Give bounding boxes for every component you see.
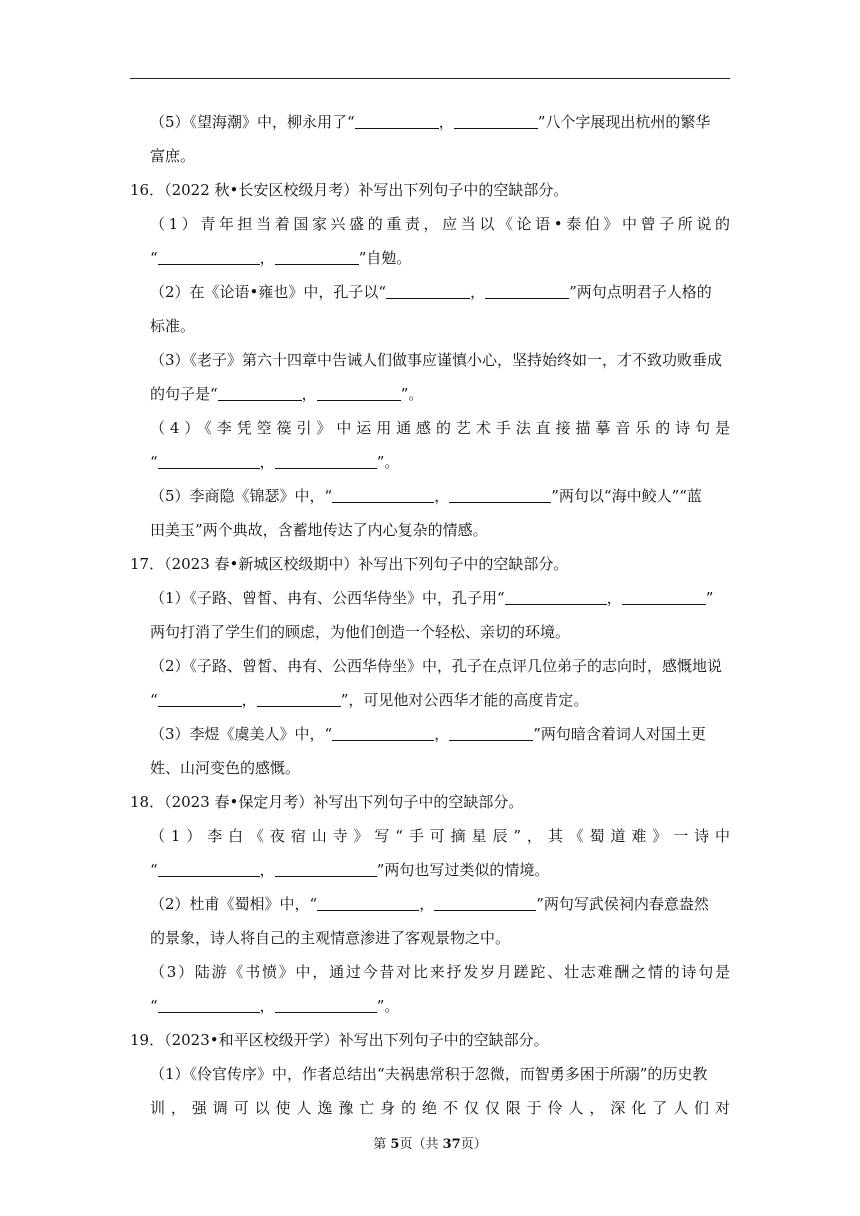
blank[interactable] [454, 114, 538, 129]
text: 田美玉”两个典故，含蓄地传达了内心复杂的情感。 [150, 521, 488, 539]
text: 两句打消了学生们的顾虑，为他们创造一个轻松、亲切的环境。 [150, 623, 571, 641]
total-pages: 37 [442, 1137, 461, 1152]
text: ， [434, 487, 450, 505]
text: ”两句写武侯祠内春意盎然 [536, 895, 709, 913]
item-18-3-cont [150, 996, 730, 1016]
blank[interactable] [275, 454, 377, 469]
item-16-3-cont [150, 384, 730, 404]
item-18-3 [150, 962, 730, 982]
blank[interactable] [449, 726, 533, 741]
footer-suffix: 页） [460, 1137, 487, 1152]
item-18-2-cont [150, 928, 730, 948]
text: （5）《望海潮》中，柳永用了“ [150, 113, 355, 131]
text: 的景象，诗人将自己的主观情意渗进了客观景物之中。 [150, 929, 511, 947]
text: ， [259, 453, 275, 471]
text: ， [301, 385, 317, 403]
text: （2）杜甫《蜀相》中，“ [150, 895, 318, 913]
text: ， [259, 861, 275, 879]
blank[interactable] [158, 692, 242, 707]
item-16-5-cont [150, 520, 730, 540]
blank[interactable] [317, 896, 419, 911]
text: ， [419, 895, 435, 913]
text: ”两句以“海中鲛人”“蓝 [551, 487, 702, 505]
text: （4）《李凭箜篌引》中运用通感的艺术手法直接描摹音乐的诗句是 [150, 419, 730, 437]
text: 训，强调可以使人逸豫亡身的绝不仅仅限于伶人，深化了人们对 [150, 1099, 730, 1117]
text: ， [241, 691, 257, 709]
question-17-title [130, 554, 730, 574]
item-16-1-cont [150, 248, 730, 268]
text: （1）《伶官传序》中，作者总结出“夫祸患常积于忽微，而智勇多困于所溺”的历史教 [150, 1065, 708, 1083]
footer-prefix: 第 [373, 1137, 391, 1152]
item-16-2 [150, 282, 730, 302]
blank[interactable] [449, 488, 551, 503]
text: ， [434, 725, 450, 743]
blank[interactable] [317, 386, 401, 401]
item-16-3 [150, 350, 730, 370]
text: “ [150, 861, 158, 879]
text: 标准。 [150, 317, 196, 335]
blank[interactable] [158, 862, 260, 877]
text: （1）青年担当着国家兴盛的重责，应当以《论语•泰伯》中曾子所说的 [150, 215, 730, 233]
text: （3）《老子》第六十四章中告诫人们做事应谨慎小心，坚持始终如一，才不致功败垂成 [150, 351, 723, 369]
item-15-5-cont [150, 146, 730, 166]
text: 的句子是“ [150, 385, 218, 403]
item-16-4 [150, 418, 730, 438]
item-18-1 [150, 826, 730, 846]
item-17-3 [150, 724, 730, 744]
blank[interactable] [158, 998, 260, 1013]
text: ”。 [400, 385, 424, 403]
text: ”两句暗含着词人对国土更 [533, 725, 706, 743]
item-18-1-cont [150, 860, 730, 880]
question-18-title [130, 792, 730, 812]
text: （3）陆游《书愤》中，通过今昔对比来抒发岁月蹉跎、壮志难酬之情的诗句是 [150, 963, 730, 981]
text: ”。 [376, 997, 400, 1015]
text: （2）《子路、曾皙、冉有、公西华侍坐》中，孔子在点评几位弟子的志向时，感慨地说 [150, 657, 723, 675]
text: “ [150, 691, 158, 709]
text: （2）在《论语•雍也》中，孔子以“ [150, 283, 387, 301]
item-17-2 [150, 656, 730, 676]
item-15-5 [150, 112, 730, 132]
item-18-2 [150, 894, 730, 914]
blank[interactable] [386, 284, 470, 299]
text: （1）李白《夜宿山寺》写“手可摘星辰”，其《蜀道难》一诗中 [150, 827, 730, 845]
blank[interactable] [505, 590, 607, 605]
blank[interactable] [218, 386, 302, 401]
text: ” [705, 589, 714, 607]
text: 19．（2023•和平区校级开学）补写出下列句子中的空缺部分。 [130, 1031, 549, 1049]
text: （1）《子路、曾皙、冉有、公西华侍坐》中，孔子用“ [150, 589, 505, 607]
text: ， [259, 997, 275, 1015]
text: ， [470, 283, 486, 301]
item-16-4-cont [150, 452, 730, 472]
blank[interactable] [158, 250, 260, 265]
item-16-2-cont [150, 316, 730, 336]
question-16-title [130, 180, 730, 200]
text: ”八个字展现出杭州的繁华 [537, 113, 711, 131]
text: 17．（2023 春•新城区校级期中）补写出下列句子中的空缺部分。 [130, 555, 569, 573]
text: ”。 [376, 453, 400, 471]
item-16-5 [150, 486, 730, 506]
blank[interactable] [332, 726, 434, 741]
blank[interactable] [485, 284, 569, 299]
footer-mid: 页（共 [399, 1137, 443, 1152]
text: ， [606, 589, 622, 607]
blank[interactable] [158, 454, 260, 469]
text: 18．（2023 春•保定月考）补写出下列句子中的空缺部分。 [130, 793, 524, 811]
question-19-title [130, 1030, 730, 1050]
text: ”，可见他对公西华才能的高度肯定。 [340, 691, 589, 709]
item-17-1-cont [150, 622, 730, 642]
blank[interactable] [275, 250, 359, 265]
blank[interactable] [275, 998, 377, 1013]
blank[interactable] [355, 114, 439, 129]
blank[interactable] [434, 896, 536, 911]
text: 富庶。 [150, 147, 196, 165]
text: （3）李煜《虞美人》中，“ [150, 725, 333, 743]
blank[interactable] [622, 590, 706, 605]
header-rule [130, 78, 730, 79]
page-number: 5 [390, 1137, 400, 1152]
text: 姓、山河变色的感慨。 [150, 759, 301, 777]
text: 16．（2022 秋•长安区校级月考）补写出下列句子中的空缺部分。 [130, 181, 569, 199]
item-19-1 [150, 1064, 730, 1084]
text: ”两句点明君子人格的 [569, 283, 712, 301]
blank[interactable] [257, 692, 341, 707]
page-footer [0, 1136, 860, 1154]
text: “ [150, 453, 158, 471]
item-17-2-cont [150, 690, 730, 710]
item-19-1-cont [150, 1098, 730, 1118]
text: ”两句也写过类似的情境。 [376, 861, 550, 879]
item-17-1 [150, 588, 730, 608]
blank[interactable] [275, 862, 377, 877]
blank[interactable] [332, 488, 434, 503]
text: ， [438, 113, 454, 131]
text: ”自勉。 [358, 249, 412, 267]
text: ， [259, 249, 275, 267]
text: “ [150, 997, 158, 1015]
text: （5）李商隐《锦瑟》中，“ [150, 487, 333, 505]
item-16-1 [150, 214, 730, 234]
item-17-3-cont [150, 758, 730, 778]
text: “ [150, 249, 158, 267]
